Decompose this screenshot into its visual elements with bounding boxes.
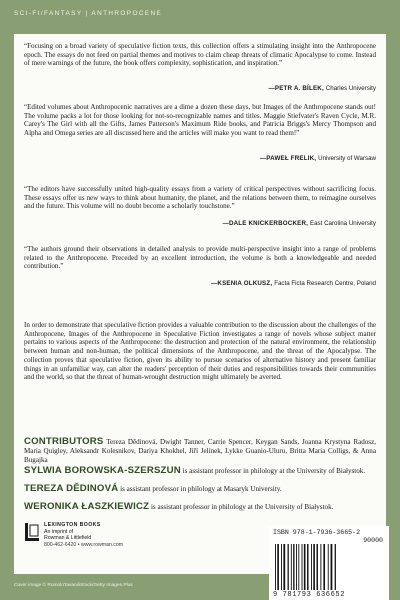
contributors-names: Tereza Dědinová, Dwight Tanner, Carrie Spencer, Keygan Sands, Joanna Krystyna Radosz, Maria Quigley, Aleksandr Kolesnikov, Dariya Khokhel, Jiří Jelínek, Lykke Guanio-Uluru, Britta Maria Colligs, & Anna Bugajka [24, 438, 376, 465]
contributors-block [24, 437, 376, 466]
editor-bio-text-3: is assistant professor in philology at the University of Białystok. [150, 503, 334, 511]
editor-bio-text-1: is assistant professor in philology at the University of Białystok. [182, 467, 366, 475]
endorsement-affiliation-1: Charles University [325, 85, 376, 92]
endorsement-attribution-1: —PETR A. BÍLEK, Charles University [268, 85, 376, 92]
endorsement-quote-4: “The authors ground their observations in detailed analysis to provide multi-perspective insight into a range of problems related to the Anthropocene. Preceded by an excellent introduction, the volume is both a knowledgeable and needed contribution.” [24, 245, 376, 271]
endorsement-affiliation-4: Facta Ficta Research Centre, Poland [274, 280, 376, 287]
barcode-digits: 9 781793 636652 [273, 591, 346, 599]
top-band [0, 0, 400, 34]
endorsement-author-3: —DALE KNICKERBOCKER [222, 220, 307, 227]
endorsement-author-1: —PETR A. BÍLEK [268, 85, 322, 92]
publisher-name: LEXINGTON BOOKS [44, 522, 101, 528]
publisher-info [44, 522, 123, 548]
isbn-text: ISBN 978-1-7936-3665-2 [273, 529, 361, 536]
publisher-logo-icon [24, 522, 40, 542]
endorsement-attribution-3: —DALE KNICKERBOCKER, East Carolina University [222, 220, 376, 227]
endorsement-quote-2: “Edited volumes about Anthropocenic narratives are a dime a dozen these days, but Images of the Anthropocene stands out! The volume packs a lot for those looking for not-so-recognizable names and titles. Maggie Stiefvater's Raven Cycle, M.R. Carey's The Girl with all the Gifts, James Patterson's Maximum Ride books, and Patricia Briggs's Mercy Thompson and Alpha and Omega series are all discussed here and the articles will make you want to read them!” [24, 103, 376, 138]
endorsement-author-4: —KSENIA OLKUSZ [211, 280, 271, 287]
endorsement-affiliation-2: University of Warsaw [318, 155, 376, 162]
endorsement-attribution-4: —KSENIA OLKUSZ, Facta Ficta Research Centre, Poland [211, 280, 376, 287]
publisher-parent-line: Rowman & Littlefield [44, 535, 92, 542]
endorsement-author-2: —PAWEŁ FRELIK [259, 155, 315, 162]
endorsement-quote-3: “The editors have successfully united high-quality essays from a variety of critical perspectives without sacrificing focus. These essays offer us new ways to think about humanity, the planet, and the relations between them, to reimagine ourselves and the future. This volume will no doubt become a scholarly touchstone.” [24, 185, 376, 211]
editor-bio-text-2: is assistant professor in philology at Masaryk University. [120, 485, 282, 493]
barcode-bars [273, 544, 385, 590]
endorsement-affiliation-3: East Carolina University [309, 220, 376, 227]
editor-bio-3 [24, 502, 376, 512]
editor-bio-2 [24, 484, 376, 494]
editor-bio-1 [24, 466, 376, 476]
editor-name-3: WERONIKA ŁASZKIEWICZ [24, 501, 150, 512]
category-label: SCI-FI/FANTASY | ANTHROPOCENE [14, 10, 163, 17]
editor-name-2: TEREZA DĚDINOVÁ [24, 483, 119, 494]
endorsement-attribution-2: —PAWEŁ FRELIK, University of Warsaw [259, 155, 376, 162]
endorsement-quote-1: “Focusing on a broad variety of speculative fiction texts, this collection offers a stimulating insight into the Anthropocene epoch. The essays do not feed on partial themes and motives to claim cheap threats of climatic Apocalypse to come. Instead of mere warnings of the future, the book offers complexity, sophistication, and inspiration.” [24, 42, 376, 68]
publisher-imprint-line: An imprint of [44, 528, 74, 535]
publisher-contact: 800-462-6420 • www.rowman.com [44, 541, 124, 548]
editor-name-1: SYLWIA BOROWSKA-SZERSZUN [24, 465, 181, 476]
book-summary: In order to demonstrate that speculative fiction provides a valuable contribution to the discussion about the challenges of the Anthropocene, Images of the Anthropocene in Speculative Fiction investigates a range of novels whose subject matter pertains to various aspects of the Anthropocene: the destruction and protection of the natural environment, the relationship between human and non-human, the political dimensions of the Anthropocene, and the threat of the Apocalypse. The collection proves that speculative fiction, given its ability to pursue scenarios of alternative history and present familiar things in an unfamiliar way, can alter the readers' perception of their duties and responsibilities towards their communities and the world, so that the threat of human-wrought destruction might ultimately be averted. [24, 321, 376, 382]
price-code: 90000 [363, 537, 383, 544]
cover-image-credit: Cover image © RomoloTavani/iStock/Getty Images Plus [14, 583, 133, 588]
barcode-box [269, 526, 389, 600]
contributors-heading: CONTRIBUTORS [24, 436, 104, 447]
